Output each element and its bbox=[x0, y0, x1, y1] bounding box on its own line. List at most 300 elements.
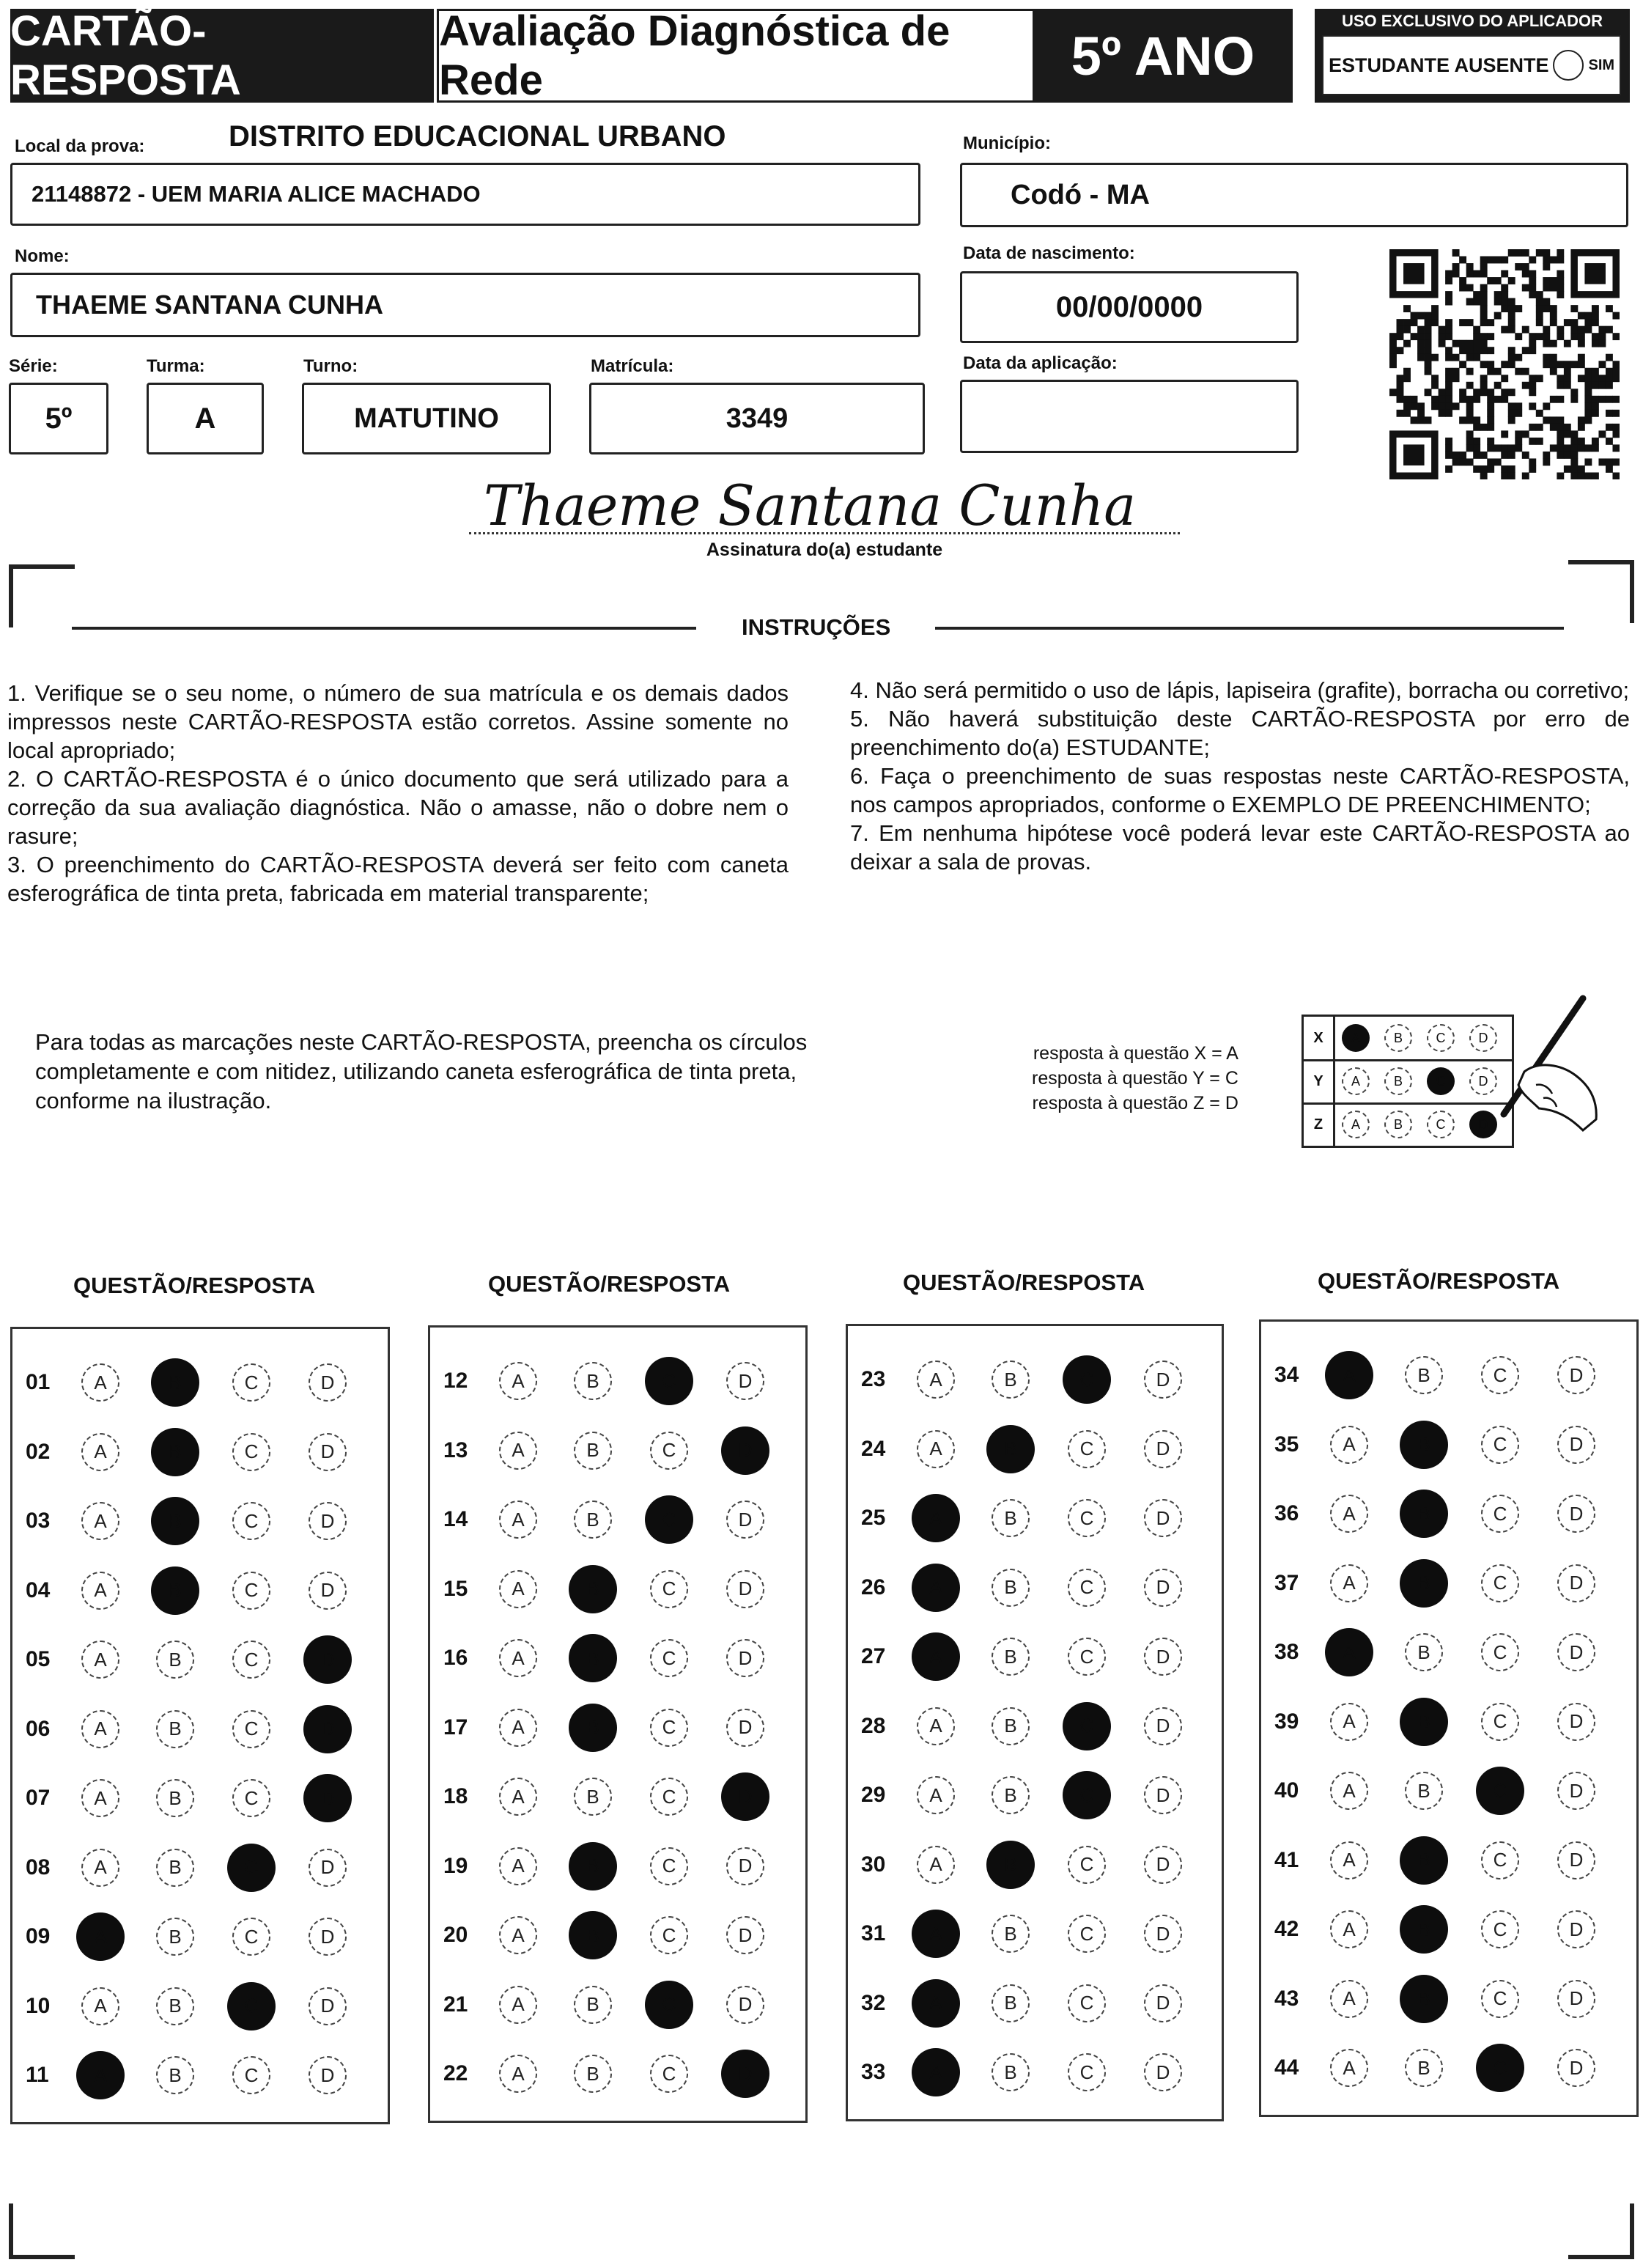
question-number: 07 bbox=[26, 1786, 51, 1810]
question-number: 06 bbox=[26, 1716, 51, 1741]
answer-bubble-04-a[interactable]: A bbox=[81, 1572, 119, 1610]
answer-bubble-26-c[interactable]: C bbox=[1068, 1569, 1106, 1607]
answer-bubble-33-d[interactable]: D bbox=[1144, 2053, 1182, 2091]
column-title-4: QUESTÃO/RESPOSTA bbox=[1318, 1268, 1560, 1294]
question-number: 05 bbox=[26, 1647, 51, 1671]
answer-bubble-14-c-filled[interactable]: C bbox=[645, 1495, 693, 1544]
answer-bubble-18-b[interactable]: B bbox=[574, 1778, 612, 1816]
answer-bubble-25-b[interactable]: B bbox=[992, 1499, 1030, 1537]
aplicacao-label: Data da aplicação: bbox=[963, 353, 1118, 373]
nome-label: Nome: bbox=[15, 246, 70, 266]
answer-bubble-15-d[interactable]: D bbox=[726, 1570, 764, 1608]
question-row-07 bbox=[12, 1765, 388, 1834]
question-number: 19 bbox=[443, 1853, 468, 1878]
example-row-label: Y bbox=[1304, 1060, 1335, 1102]
answer-bubble-01-c[interactable]: C bbox=[232, 1363, 270, 1402]
answer-bubble-34-c[interactable]: C bbox=[1481, 1356, 1519, 1394]
answer-bubble-11-c[interactable]: C bbox=[232, 2056, 270, 2094]
nome-field bbox=[10, 273, 920, 337]
answer-bubble-27-d[interactable]: D bbox=[1144, 1638, 1182, 1676]
question-number: 44 bbox=[1274, 2055, 1299, 2080]
matricula-label: Matrícula: bbox=[591, 356, 674, 376]
answer-bubble-20-b-filled[interactable]: B bbox=[569, 1911, 617, 1959]
question-row-27 bbox=[848, 1624, 1222, 1693]
signature-handwriting: Thaeme Santana Cunha bbox=[484, 473, 1136, 537]
question-row-25 bbox=[848, 1485, 1222, 1554]
aplicacao-field bbox=[960, 380, 1299, 453]
question-number: 10 bbox=[26, 1993, 51, 2018]
answer-bubble-30-c[interactable]: C bbox=[1068, 1846, 1106, 1884]
applicator-caption: USO EXCLUSIVO DO APLICADOR bbox=[1341, 12, 1603, 30]
answer-bubble-34-a-filled[interactable]: A bbox=[1325, 1351, 1373, 1399]
answer-bubble-22-c[interactable]: C bbox=[650, 2055, 688, 2093]
answer-bubble-28-c-filled[interactable]: C bbox=[1063, 1702, 1111, 1750]
nascimento-value: 00/00/0000 bbox=[1055, 290, 1203, 323]
answer-bubble-16-d[interactable]: D bbox=[726, 1639, 764, 1677]
answer-bubble-26-d[interactable]: D bbox=[1144, 1569, 1182, 1607]
question-number: 36 bbox=[1274, 1501, 1299, 1525]
answer-bubble-21-d[interactable]: D bbox=[726, 1986, 764, 2024]
answer-bubble-30-d[interactable]: D bbox=[1144, 1846, 1182, 1884]
question-number: 30 bbox=[861, 1852, 886, 1877]
answer-bubble-07-b[interactable]: B bbox=[156, 1779, 194, 1817]
answer-bubble-06-d-filled[interactable]: D bbox=[303, 1705, 352, 1753]
answer-bubble-23-c-filled[interactable]: C bbox=[1063, 1355, 1111, 1404]
instruction-7: 7. Em nenhuma hipótese você poderá levar este CARTÃO-RESPOSTA ao deixar a sala de provas. bbox=[850, 820, 1630, 875]
answer-bubble-12-d[interactable]: D bbox=[726, 1362, 764, 1400]
instructions-title: INSTRUÇÕES bbox=[742, 614, 891, 640]
answer-bubble-42-c[interactable]: C bbox=[1481, 1910, 1519, 1948]
district-name: DISTRITO EDUCACIONAL URBANO bbox=[229, 120, 726, 152]
matricula-field bbox=[589, 383, 925, 454]
answer-bubble-33-a-filled[interactable]: A bbox=[912, 2048, 960, 2096]
question-number: 40 bbox=[1274, 1778, 1299, 1803]
answer-bubble-24-c[interactable]: C bbox=[1068, 1430, 1106, 1468]
answer-bubble-17-c[interactable]: C bbox=[650, 1709, 688, 1747]
qr-code-graphic bbox=[1389, 249, 1620, 479]
answer-bubble-12-a[interactable]: A bbox=[499, 1362, 537, 1400]
answer-bubble-36-b-filled[interactable]: B bbox=[1400, 1490, 1448, 1538]
answer-bubble-42-d[interactable]: D bbox=[1557, 1910, 1595, 1948]
answer-panel-2 bbox=[428, 1325, 808, 2123]
frame-corner-top-left bbox=[9, 564, 75, 627]
question-row-14 bbox=[430, 1487, 805, 1555]
answer-bubble-35-c[interactable]: C bbox=[1481, 1426, 1519, 1464]
answer-bubble-42-b-filled[interactable]: B bbox=[1400, 1905, 1448, 1954]
question-row-13 bbox=[430, 1418, 805, 1487]
answer-bubble-37-b-filled[interactable]: B bbox=[1400, 1559, 1448, 1608]
question-row-42 bbox=[1261, 1896, 1636, 1965]
question-number: 31 bbox=[861, 1921, 886, 1945]
answer-bubble-41-b-filled[interactable]: B bbox=[1400, 1836, 1448, 1885]
answer-bubble-01-d[interactable]: D bbox=[309, 1363, 347, 1402]
question-row-17 bbox=[430, 1695, 805, 1764]
answer-bubble-25-d[interactable]: D bbox=[1144, 1499, 1182, 1537]
example-bubble-z-b: B bbox=[1384, 1111, 1412, 1138]
answer-bubble-38-d[interactable]: D bbox=[1557, 1633, 1595, 1671]
question-row-36 bbox=[1261, 1481, 1636, 1550]
answer-bubble-02-c[interactable]: C bbox=[232, 1433, 270, 1471]
answer-bubble-03-d[interactable]: D bbox=[309, 1502, 347, 1540]
answer-bubble-15-a[interactable]: A bbox=[499, 1570, 537, 1608]
question-row-06 bbox=[12, 1696, 388, 1765]
answer-bubble-01-a[interactable]: A bbox=[81, 1363, 119, 1402]
answer-bubble-31-c[interactable]: C bbox=[1068, 1915, 1106, 1953]
answer-bubble-03-c[interactable]: C bbox=[232, 1502, 270, 1540]
answer-bubble-43-a[interactable]: A bbox=[1330, 1980, 1368, 2018]
answer-bubble-04-d[interactable]: D bbox=[309, 1572, 347, 1610]
answer-bubble-39-d[interactable]: D bbox=[1557, 1703, 1595, 1741]
question-row-04 bbox=[12, 1558, 388, 1627]
answer-bubble-19-d[interactable]: D bbox=[726, 1847, 764, 1885]
answer-bubble-16-c[interactable]: C bbox=[650, 1639, 688, 1677]
answer-bubble-11-b[interactable]: B bbox=[156, 2056, 194, 2094]
answer-bubble-08-b[interactable]: B bbox=[156, 1849, 194, 1887]
answer-bubble-01-b-filled[interactable]: B bbox=[151, 1358, 199, 1407]
question-number: 03 bbox=[26, 1509, 51, 1533]
question-row-30 bbox=[848, 1832, 1222, 1901]
answer-bubble-09-a-filled[interactable]: A bbox=[76, 1912, 125, 1961]
answer-panel-1 bbox=[10, 1327, 390, 2124]
answer-bubble-03-a[interactable]: A bbox=[81, 1502, 119, 1540]
answer-bubble-43-c[interactable]: C bbox=[1481, 1980, 1519, 2018]
instructions-rule-left bbox=[72, 627, 696, 630]
question-row-05 bbox=[12, 1627, 388, 1696]
question-row-03 bbox=[12, 1488, 388, 1557]
question-row-09 bbox=[12, 1904, 388, 1973]
answer-bubble-29-d[interactable]: D bbox=[1144, 1776, 1182, 1814]
answer-bubble-05-b[interactable]: B bbox=[156, 1641, 194, 1679]
example-bubble-z-a: A bbox=[1342, 1111, 1370, 1138]
serie-field bbox=[9, 383, 108, 454]
answer-bubble-04-c[interactable]: C bbox=[232, 1572, 270, 1610]
answer-bubble-33-b[interactable]: B bbox=[992, 2053, 1030, 2091]
answer-bubble-26-b[interactable]: B bbox=[992, 1569, 1030, 1607]
answer-bubble-12-b[interactable]: B bbox=[574, 1362, 612, 1400]
answer-bubble-24-b-filled[interactable]: B bbox=[986, 1425, 1035, 1473]
serie-label: Série: bbox=[9, 356, 58, 376]
answer-bubble-27-c[interactable]: C bbox=[1068, 1638, 1106, 1676]
answer-bubble-28-d[interactable]: D bbox=[1144, 1707, 1182, 1745]
answer-bubble-10-c-filled[interactable]: C bbox=[227, 1982, 276, 2030]
turno-label: Turno: bbox=[303, 356, 358, 376]
question-row-11 bbox=[12, 2042, 388, 2111]
example-legend-x: resposta à questão X = A bbox=[1033, 1043, 1238, 1064]
answer-bubble-22-d-filled[interactable]: D bbox=[721, 2050, 769, 2098]
question-number: 41 bbox=[1274, 1847, 1299, 1872]
example-bubble-y-d: D bbox=[1469, 1067, 1497, 1095]
instruction-6: 6. Faça o preenchimento de suas respostas neste CARTÃO-RESPOSTA, nos campos apropriados, conforme o EXEMPLO DE PREENCHIMENTO; bbox=[850, 763, 1630, 817]
instructions-rule-right bbox=[935, 627, 1564, 630]
answer-bubble-31-a-filled[interactable]: A bbox=[912, 1910, 960, 1958]
question-number: 29 bbox=[861, 1783, 886, 1807]
question-row-23 bbox=[848, 1347, 1222, 1415]
answer-bubble-10-a[interactable]: A bbox=[81, 1987, 119, 2025]
question-row-32 bbox=[848, 1970, 1222, 2039]
example-bubble-z-c: C bbox=[1427, 1111, 1455, 1138]
instructions-right bbox=[850, 676, 1630, 876]
frame-corner-top-right bbox=[1568, 560, 1634, 623]
question-number: 35 bbox=[1274, 1432, 1299, 1457]
signature-caption: Assinatura do(a) estudante bbox=[706, 540, 943, 560]
answer-bubble-05-d-filled[interactable]: D bbox=[303, 1635, 352, 1684]
answer-bubble-16-b-filled[interactable]: B bbox=[569, 1634, 617, 1682]
question-row-39 bbox=[1261, 1689, 1636, 1758]
nome-value: THAEME SANTANA CUNHA bbox=[36, 290, 383, 320]
answer-bubble-13-b[interactable]: B bbox=[574, 1432, 612, 1470]
answer-bubble-34-b[interactable]: B bbox=[1405, 1356, 1443, 1394]
question-number: 20 bbox=[443, 1923, 468, 1947]
turno-value: MATUTINO bbox=[354, 402, 499, 434]
answer-bubble-31-b[interactable]: B bbox=[992, 1915, 1030, 1953]
answer-bubble-27-a-filled[interactable]: A bbox=[912, 1632, 960, 1681]
answer-bubble-40-b[interactable]: B bbox=[1405, 1772, 1443, 1810]
answer-bubble-36-d[interactable]: D bbox=[1557, 1495, 1595, 1533]
answer-bubble-40-c-filled[interactable]: C bbox=[1476, 1767, 1524, 1815]
answer-bubble-39-a[interactable]: A bbox=[1330, 1703, 1368, 1741]
question-number: 42 bbox=[1274, 1917, 1299, 1941]
example-bubble-x-c: C bbox=[1427, 1024, 1455, 1052]
answer-bubble-09-c[interactable]: C bbox=[232, 1918, 270, 1956]
answer-bubble-13-d-filled[interactable]: D bbox=[721, 1426, 769, 1475]
turma-value: A bbox=[194, 402, 216, 435]
answer-bubble-25-c[interactable]: C bbox=[1068, 1499, 1106, 1537]
example-row-label: X bbox=[1304, 1017, 1335, 1059]
answer-bubble-40-d[interactable]: D bbox=[1557, 1772, 1595, 1810]
answer-bubble-43-b-filled[interactable]: B bbox=[1400, 1975, 1448, 2023]
answer-bubble-24-a[interactable]: A bbox=[917, 1430, 955, 1468]
question-number: 26 bbox=[861, 1575, 886, 1599]
answer-bubble-32-c[interactable]: C bbox=[1068, 1984, 1106, 2022]
answer-bubble-10-b[interactable]: B bbox=[156, 1987, 194, 2025]
answer-bubble-44-c-filled[interactable]: C bbox=[1476, 2044, 1524, 2092]
question-number: 13 bbox=[443, 1437, 468, 1462]
answer-bubble-20-c[interactable]: C bbox=[650, 1916, 688, 1954]
question-row-21 bbox=[430, 1972, 805, 2041]
example-bubble-y-a: A bbox=[1342, 1067, 1370, 1095]
answer-bubble-14-b[interactable]: B bbox=[574, 1501, 612, 1539]
answer-bubble-07-d-filled[interactable]: D bbox=[303, 1774, 352, 1822]
answer-bubble-08-c-filled[interactable]: C bbox=[227, 1844, 276, 1892]
answer-bubble-20-d[interactable]: D bbox=[726, 1916, 764, 1954]
municipio-field bbox=[960, 163, 1628, 227]
example-bubble-z-d: D bbox=[1469, 1111, 1497, 1138]
instruction-1: 1. Verifique se o seu nome, o número de sua matrícula e os demais dados impressos neste CARTÃO-RESPOSTA estão corretos. Assine somente no local apropriado; bbox=[7, 680, 789, 763]
answer-bubble-02-a[interactable]: A bbox=[81, 1433, 119, 1471]
answer-bubble-38-c[interactable]: C bbox=[1481, 1633, 1519, 1671]
answer-bubble-21-c-filled[interactable]: C bbox=[645, 1981, 693, 2029]
answer-bubble-38-b[interactable]: B bbox=[1405, 1633, 1443, 1671]
answer-bubble-11-a-filled[interactable]: A bbox=[76, 2051, 125, 2099]
answer-panel-3 bbox=[846, 1324, 1224, 2121]
answer-bubble-41-c[interactable]: C bbox=[1481, 1841, 1519, 1879]
answer-bubble-35-b-filled[interactable]: B bbox=[1400, 1421, 1448, 1469]
answer-bubble-08-d[interactable]: D bbox=[309, 1849, 347, 1887]
pen-hand-icon bbox=[1473, 991, 1605, 1138]
answer-bubble-25-a-filled[interactable]: A bbox=[912, 1494, 960, 1542]
answer-bubble-43-d[interactable]: D bbox=[1557, 1980, 1595, 2018]
answer-bubble-05-a[interactable]: A bbox=[81, 1641, 119, 1679]
answer-bubble-18-d-filled[interactable]: D bbox=[721, 1772, 769, 1821]
answer-bubble-37-d[interactable]: D bbox=[1557, 1564, 1595, 1602]
question-row-29 bbox=[848, 1762, 1222, 1831]
answer-bubble-27-b[interactable]: B bbox=[992, 1638, 1030, 1676]
question-row-12 bbox=[430, 1348, 805, 1417]
answer-bubble-20-a[interactable]: A bbox=[499, 1916, 537, 1954]
instruction-4: 4. Não será permitido o uso de lápis, lapiseira (grafite), borracha ou corretivo; bbox=[850, 677, 1630, 703]
answer-bubble-32-b[interactable]: B bbox=[992, 1984, 1030, 2022]
answer-bubble-04-b-filled[interactable]: B bbox=[151, 1566, 199, 1615]
answer-bubble-41-d[interactable]: D bbox=[1557, 1841, 1595, 1879]
answer-bubble-28-a[interactable]: A bbox=[917, 1707, 955, 1745]
answer-bubble-33-c[interactable]: C bbox=[1068, 2053, 1106, 2091]
answer-bubble-05-c[interactable]: C bbox=[232, 1641, 270, 1679]
answer-bubble-14-d[interactable]: D bbox=[726, 1501, 764, 1539]
column-title-3: QUESTÃO/RESPOSTA bbox=[903, 1270, 1145, 1295]
question-number: 21 bbox=[443, 1992, 468, 2017]
answer-bubble-44-b[interactable]: B bbox=[1405, 2049, 1443, 2087]
question-row-16 bbox=[430, 1625, 805, 1694]
answer-bubble-09-d[interactable]: D bbox=[309, 1918, 347, 1956]
serie-value: 5º bbox=[45, 402, 73, 435]
answer-bubble-30-a[interactable]: A bbox=[917, 1846, 955, 1884]
applicator-box bbox=[1315, 9, 1630, 103]
instruction-5: 5. Não haverá substituição deste CARTÃO-RESPOSTA por erro de preenchimento do(a) ESTUDANTE; bbox=[850, 706, 1630, 760]
question-number: 12 bbox=[443, 1369, 468, 1393]
answer-bubble-21-a[interactable]: A bbox=[499, 1986, 537, 2024]
answer-bubble-42-a[interactable]: A bbox=[1330, 1910, 1368, 1948]
absent-label: ESTUDANTE AUSENTE bbox=[1328, 54, 1549, 76]
answer-bubble-18-a[interactable]: A bbox=[499, 1778, 537, 1816]
answer-bubble-06-c[interactable]: C bbox=[232, 1710, 270, 1748]
answer-bubble-34-d[interactable]: D bbox=[1557, 1356, 1595, 1394]
answer-bubble-18-c[interactable]: C bbox=[650, 1778, 688, 1816]
absent-checkbox[interactable] bbox=[1553, 50, 1584, 81]
question-number: 28 bbox=[861, 1713, 886, 1738]
example-bubble-y-c: C bbox=[1427, 1067, 1455, 1095]
question-row-19 bbox=[430, 1833, 805, 1902]
example-bubble-y-b: B bbox=[1384, 1067, 1412, 1095]
question-row-01 bbox=[12, 1350, 388, 1418]
answer-bubble-06-b[interactable]: B bbox=[156, 1710, 194, 1748]
local-value: 21148872 - UEM MARIA ALICE MACHADO bbox=[32, 181, 481, 207]
answer-bubble-14-a[interactable]: A bbox=[499, 1501, 537, 1539]
question-row-02 bbox=[12, 1419, 388, 1488]
answer-bubble-02-b-filled[interactable]: B bbox=[151, 1428, 199, 1476]
answer-bubble-39-b-filled[interactable]: B bbox=[1400, 1698, 1448, 1746]
answer-bubble-30-b-filled[interactable]: B bbox=[986, 1841, 1035, 1889]
answer-bubble-07-a[interactable]: A bbox=[81, 1779, 119, 1817]
question-number: 27 bbox=[861, 1644, 886, 1668]
frame-corner-bottom-left bbox=[9, 2203, 75, 2259]
answer-bubble-35-d[interactable]: D bbox=[1557, 1426, 1595, 1464]
question-row-28 bbox=[848, 1693, 1222, 1762]
answer-bubble-23-d[interactable]: D bbox=[1144, 1361, 1182, 1399]
answer-bubble-36-c[interactable]: C bbox=[1481, 1495, 1519, 1533]
question-number: 34 bbox=[1274, 1363, 1299, 1387]
absent-field bbox=[1322, 35, 1621, 95]
answer-bubble-23-a[interactable]: A bbox=[917, 1361, 955, 1399]
column-title-2: QUESTÃO/RESPOSTA bbox=[488, 1271, 731, 1297]
answer-bubble-37-a[interactable]: A bbox=[1330, 1564, 1368, 1602]
answer-bubble-19-b-filled[interactable]: B bbox=[569, 1842, 617, 1890]
answer-bubble-39-c[interactable]: C bbox=[1481, 1703, 1519, 1741]
answer-bubble-11-d[interactable]: D bbox=[309, 2056, 347, 2094]
answer-bubble-15-b-filled[interactable]: B bbox=[569, 1565, 617, 1613]
turma-label: Turma: bbox=[147, 356, 205, 376]
answer-bubble-36-a[interactable]: A bbox=[1330, 1495, 1368, 1533]
question-number: 24 bbox=[861, 1436, 886, 1461]
instruction-3: 3. O preenchimento do CARTÃO-RESPOSTA deverá ser feito com caneta esferográfica de tinta preta, fabricada em material transparente; bbox=[7, 852, 789, 906]
answer-bubble-12-c-filled[interactable]: C bbox=[645, 1357, 693, 1405]
question-number: 22 bbox=[443, 2061, 468, 2085]
question-row-26 bbox=[848, 1555, 1222, 1624]
answer-bubble-44-a[interactable]: A bbox=[1330, 2049, 1368, 2087]
answer-bubble-21-b[interactable]: B bbox=[574, 1986, 612, 2024]
question-number: 08 bbox=[26, 1855, 51, 1879]
question-number: 02 bbox=[26, 1439, 51, 1464]
question-row-31 bbox=[848, 1901, 1222, 1970]
answer-bubble-03-b-filled[interactable]: B bbox=[151, 1497, 199, 1545]
question-row-41 bbox=[1261, 1827, 1636, 1896]
answer-bubble-29-a[interactable]: A bbox=[917, 1776, 955, 1814]
answer-bubble-06-a[interactable]: A bbox=[81, 1710, 119, 1748]
answer-bubble-23-b[interactable]: B bbox=[992, 1361, 1030, 1399]
answer-bubble-28-b[interactable]: B bbox=[992, 1707, 1030, 1745]
answer-bubble-17-a[interactable]: A bbox=[499, 1709, 537, 1747]
answer-bubble-35-a[interactable]: A bbox=[1330, 1426, 1368, 1464]
answer-bubble-40-a[interactable]: A bbox=[1330, 1772, 1368, 1810]
answer-bubble-32-d[interactable]: D bbox=[1144, 1984, 1182, 2022]
question-row-33 bbox=[848, 2039, 1222, 2108]
question-row-24 bbox=[848, 1416, 1222, 1485]
answer-bubble-26-a-filled[interactable]: A bbox=[912, 1564, 960, 1612]
instruction-2: 2. O CARTÃO-RESPOSTA é o único documento que será utilizado para a correção da sua avaliação diagnóstica. Não o amasse, não o dobre nem o rasure; bbox=[7, 766, 789, 849]
answer-bubble-19-c[interactable]: C bbox=[650, 1847, 688, 1885]
answer-bubble-29-c-filled[interactable]: C bbox=[1063, 1771, 1111, 1819]
answer-bubble-13-a[interactable]: A bbox=[499, 1432, 537, 1470]
answer-bubble-13-c[interactable]: C bbox=[650, 1432, 688, 1470]
answer-bubble-10-d[interactable]: D bbox=[309, 1987, 347, 2025]
answer-bubble-19-a[interactable]: A bbox=[499, 1847, 537, 1885]
answer-bubble-24-d[interactable]: D bbox=[1144, 1430, 1182, 1468]
answer-bubble-37-c[interactable]: C bbox=[1481, 1564, 1519, 1602]
answer-bubble-09-b[interactable]: B bbox=[156, 1918, 194, 1956]
answer-bubble-02-d[interactable]: D bbox=[309, 1433, 347, 1471]
exam-title: Avaliação Diagnóstica de Rede bbox=[437, 9, 1035, 103]
answer-bubble-41-a[interactable]: A bbox=[1330, 1841, 1368, 1879]
answer-bubble-44-d[interactable]: D bbox=[1557, 2049, 1595, 2087]
question-row-35 bbox=[1261, 1412, 1636, 1481]
answer-bubble-16-a[interactable]: A bbox=[499, 1639, 537, 1677]
example-legend bbox=[1032, 1041, 1238, 1116]
column-title-1: QUESTÃO/RESPOSTA bbox=[73, 1273, 316, 1298]
answer-bubble-22-a[interactable]: A bbox=[499, 2055, 537, 2093]
frame-corner-bottom-right bbox=[1568, 2203, 1634, 2259]
example-legend-y: resposta à questão Y = C bbox=[1032, 1068, 1238, 1089]
answer-bubble-32-a-filled[interactable]: A bbox=[912, 1979, 960, 2028]
answer-bubble-38-a-filled[interactable]: A bbox=[1325, 1628, 1373, 1676]
answer-bubble-07-c[interactable]: C bbox=[232, 1779, 270, 1817]
answer-bubble-31-d[interactable]: D bbox=[1144, 1915, 1182, 1953]
answer-bubble-29-b[interactable]: B bbox=[992, 1776, 1030, 1814]
question-row-43 bbox=[1261, 1966, 1636, 2035]
answer-bubble-08-a[interactable]: A bbox=[81, 1849, 119, 1887]
answer-bubble-15-c[interactable]: C bbox=[650, 1570, 688, 1608]
answer-bubble-17-b-filled[interactable]: B bbox=[569, 1704, 617, 1752]
answer-bubble-17-d[interactable]: D bbox=[726, 1709, 764, 1747]
answer-bubble-22-b[interactable]: B bbox=[574, 2055, 612, 2093]
